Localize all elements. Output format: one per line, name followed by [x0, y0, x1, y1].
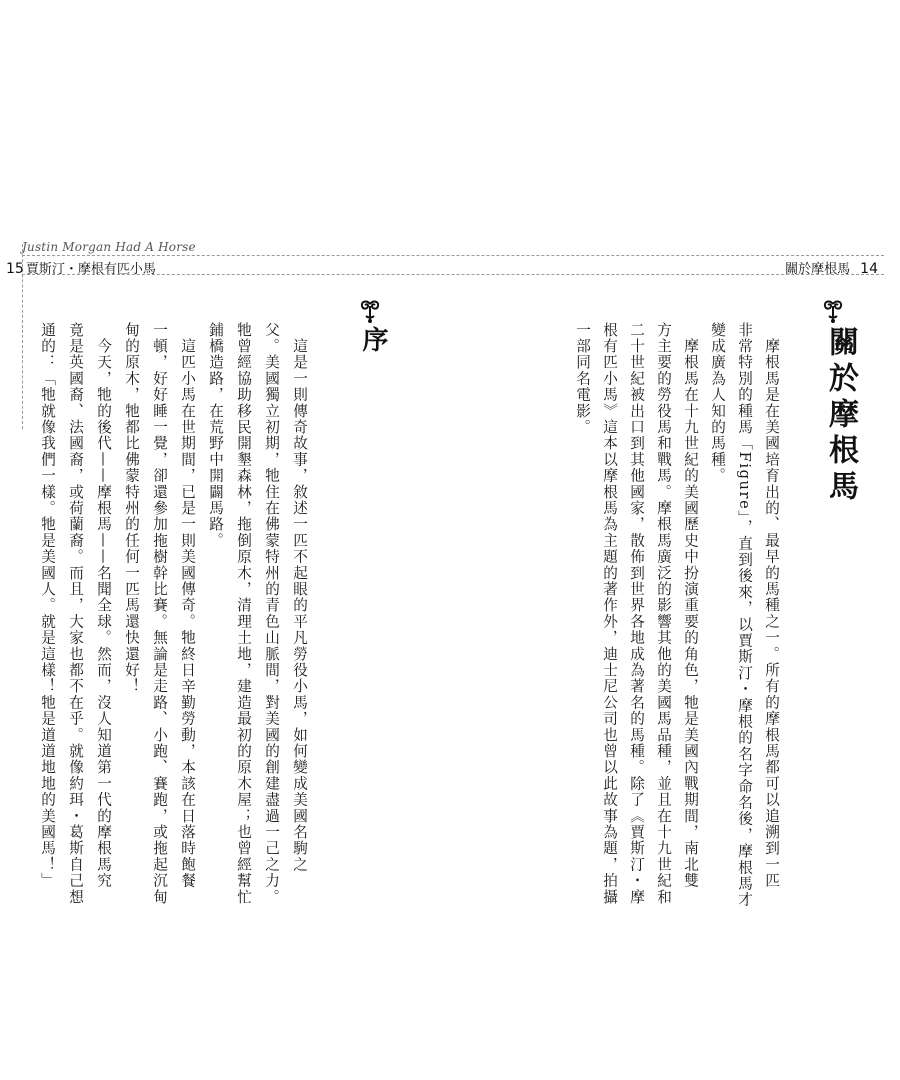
- text-column-r1: 摩根馬是在美國培育出的、最早的馬種之一。所有的摩根馬都可以追溯到一匹: [763, 322, 780, 889]
- header-rule-top: [22, 255, 884, 256]
- text-column-l9: 竟是英國裔、法國裔，或荷蘭裔。而且，大家也都不在乎。就像約珥・葛斯自己想: [67, 322, 84, 906]
- fleuron-icon: [818, 300, 848, 324]
- text-column-l8: 今天，牠的後代——摩根馬——名聞全球。然而，沒人知道第一代的摩根馬究: [95, 322, 112, 889]
- running-title-right: 關於摩根馬: [785, 262, 851, 277]
- text-column-l3: 牠曾經協助移民開墾森林，拖倒原木，清理土地，建造最初的原木屋；也曾經幫忙: [235, 322, 252, 906]
- text-column-l10: 通的：「牠就像我們一樣。牠是美國人。就是這樣！牠是道道地地的美國馬！」: [39, 322, 56, 889]
- text-column-r6: 二十世紀被出口到其他國家，散佈到世界各地成為著名的馬種。除了《賈斯汀・摩: [628, 322, 645, 906]
- text-column-l5: 這匹小馬在世期間，已是一則美國傳奇。牠終日辛勤勞動，本該在日落時飽餐: [179, 322, 196, 889]
- book-title-english: Justin Morgan Had A Horse: [22, 240, 196, 254]
- running-header-left: [6, 258, 156, 277]
- text-column-l6: 一頓，好好睡一覺，卻還參加拖樹幹比賽。無論是走路、小跑、賽跑，或拖起沉甸: [151, 322, 168, 906]
- page-number-right: 14: [860, 261, 878, 277]
- text-column-l4: 鋪橋造路，在荒野中開闢馬路。: [207, 322, 224, 549]
- text-column-l1: 這是一則傳奇故事，敘述一匹不起眼的平凡勞役小馬，如何變成美國名駒之: [291, 322, 308, 873]
- text-column-r5: 方主要的勞役馬和戰馬。摩根馬廣泛的影響其他的美國馬品種，並且在十九世紀和: [655, 322, 672, 906]
- fleuron-icon: [355, 300, 385, 324]
- text-column-l7: 甸的原木，牠都比佛蒙特州的任何一匹馬還快還好！: [123, 322, 140, 695]
- running-title-left: 賈斯汀・摩根有匹小馬: [25, 262, 156, 277]
- section-heading-preface: 序: [358, 326, 388, 358]
- text-column-l2: 父。美國獨立初期，牠住在佛蒙特州的青色山脈間，對美國的創建盡過一己之力。: [263, 322, 280, 906]
- text-column-r8: 一部同名電影。: [574, 322, 591, 436]
- text-column-r3: 變成廣為人知的馬種。: [709, 322, 726, 484]
- page-number-left: 15: [6, 261, 24, 277]
- section-heading-about-morgan-horse: 關於摩根馬: [823, 326, 858, 506]
- text-column-r4: 摩根馬在十九世紀的美國歷史中扮演重要的角色，牠是美國內戰期間，南北雙: [682, 322, 699, 889]
- running-header-right: [785, 258, 878, 277]
- text-column-r7: 根有匹小馬》這本以摩根馬為主題的著作外，迪士尼公司也曾以此故事為題，拍攝: [601, 322, 618, 906]
- text-column-r2: 非常特別的種馬「Figure」，直到後來，以賈斯汀・摩根的名字命名後，摩根馬才: [736, 322, 753, 909]
